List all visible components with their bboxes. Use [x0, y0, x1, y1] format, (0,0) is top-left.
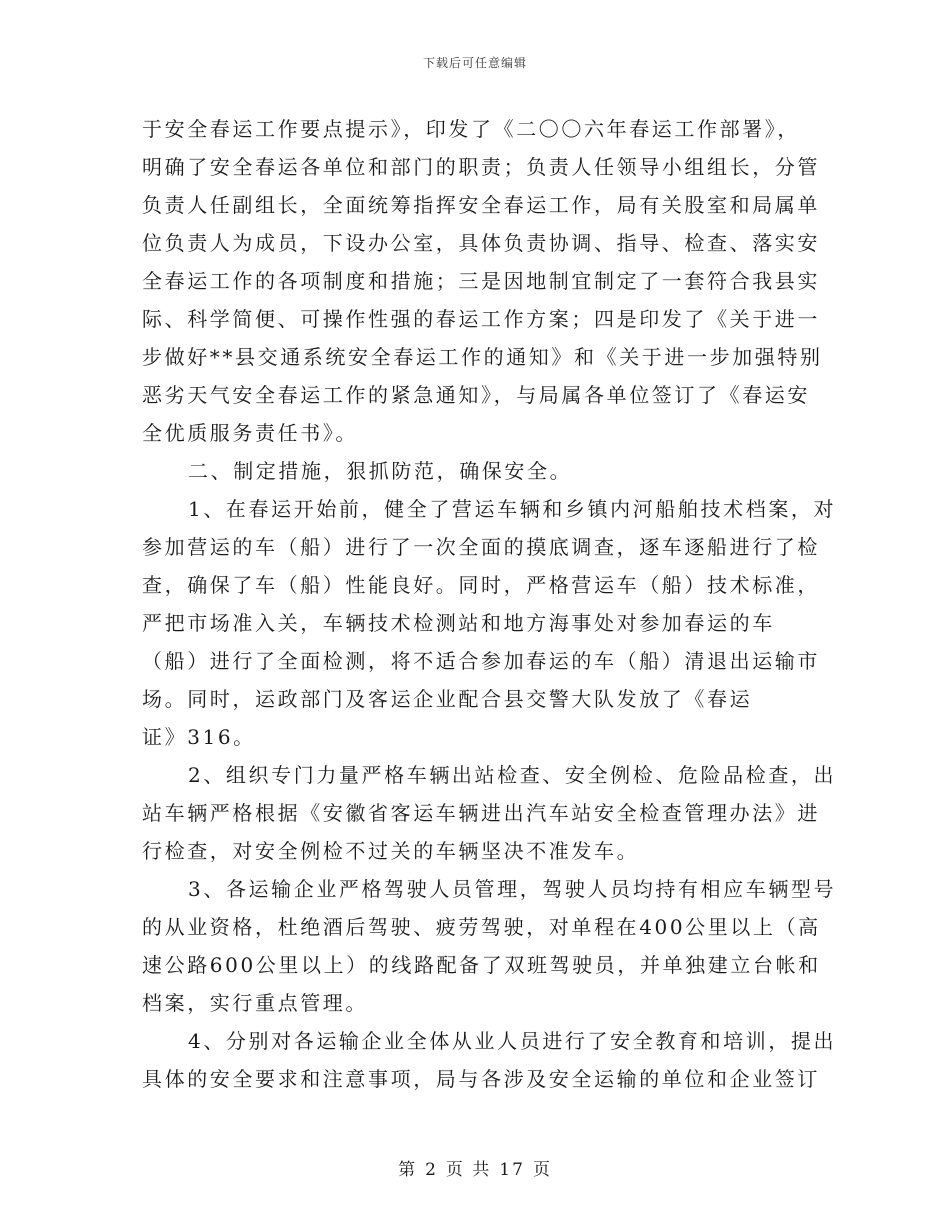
body-line: 于安全春运工作要点提示》，印发了《二〇〇六年春运工作部署》， [142, 117, 800, 141]
body-line: 行检查，对安全例检不过关的车辆坚决不准发车。 [142, 839, 640, 863]
body-line: （船）进行了全面检测，将不适合参加春运的车（船）清退出运输市 [142, 649, 820, 673]
body-line: 站车辆严格根据《安徽省客运车辆进出汽车站安全检查管理办法》进 [142, 801, 820, 825]
body-line: 查，确保了车（船）性能良好。同时，严格营运车（船）技术标准， [142, 573, 820, 597]
body-line: 全春运工作的各项制度和措施；三是因地制宜制定了一套符合我县实 [142, 269, 820, 293]
body-line: 参加营运的车（船）进行了一次全面的摸底调查，逐车逐船进行了检 [142, 535, 820, 559]
body-line: 具体的安全要求和注意事项，局与各涉及安全运输的单位和企业签订 [142, 1067, 820, 1091]
page-number-footer [0, 1155, 950, 1180]
body-line: 全优质服务责任书》。 [142, 421, 358, 445]
body-line: 步做好**县交通系统安全春运工作的通知》和《关于进一步加强特别 [142, 345, 823, 369]
body-line: 恶劣天气安全春运工作的紧急通知》，与局属各单位签订了《春运安 [142, 383, 810, 407]
body-line: 速公路600公里以上）的线路配备了双班驾驶员，并单独建立台帐和 [142, 953, 821, 977]
body-line: 3、各运输企业严格驾驶人员管理，驾驶人员均持有相应车辆型号 [188, 877, 837, 901]
section-heading: 二、制定措施，狠抓防范，确保安全。 [188, 459, 573, 483]
body-line: 2、组织专门力量严格车辆出站检查、安全例检、危险品检查，出 [188, 763, 837, 787]
body-line: 4、分别对各运输企业全体从业人员进行了安全教育和培训，提出 [188, 1029, 837, 1053]
footer-suffix: 页 [532, 1160, 552, 1180]
body-line: 负责人任副组长，全面统筹指挥安全春运工作，局有关股室和局属单 [142, 193, 820, 217]
body-line: 证》316。 [142, 725, 256, 749]
body-line: 场。同时，运政部门及客运企业配合县交警大队发放了《春运 [142, 687, 753, 711]
footer-middle: 页 共 [445, 1160, 492, 1180]
body-line: 1、在春运开始前，健全了营运车辆和乡镇内河船舶技术档案，对 [188, 497, 837, 521]
page-header-note: 下载后可任意编辑 [422, 56, 527, 70]
body-line: 明确了安全春运各单位和部门的职责；负责人任领导小组组长，分管 [142, 155, 820, 179]
body-line: 的从业资格，杜绝酒后驾驶、疲劳驾驶，对单程在400公里以上（高 [142, 915, 821, 939]
body-line: 严把市场准入关，车辆技术检测站和地方海事处对参加春运的车 [142, 611, 775, 635]
body-line: 档案，实行重点管理。 [142, 991, 368, 1015]
body-line: 位负责人为成员，下设办公室，具体负责协调、指导、检查、落实安 [142, 231, 820, 255]
total-page-count: 17 [499, 1160, 525, 1180]
footer-prefix: 第 [398, 1160, 418, 1180]
current-page-number: 2 [425, 1160, 438, 1180]
body-line: 际、科学简便、可操作性强的春运工作方案；四是印发了《关于进一 [142, 307, 820, 331]
document-body [142, 110, 837, 1098]
